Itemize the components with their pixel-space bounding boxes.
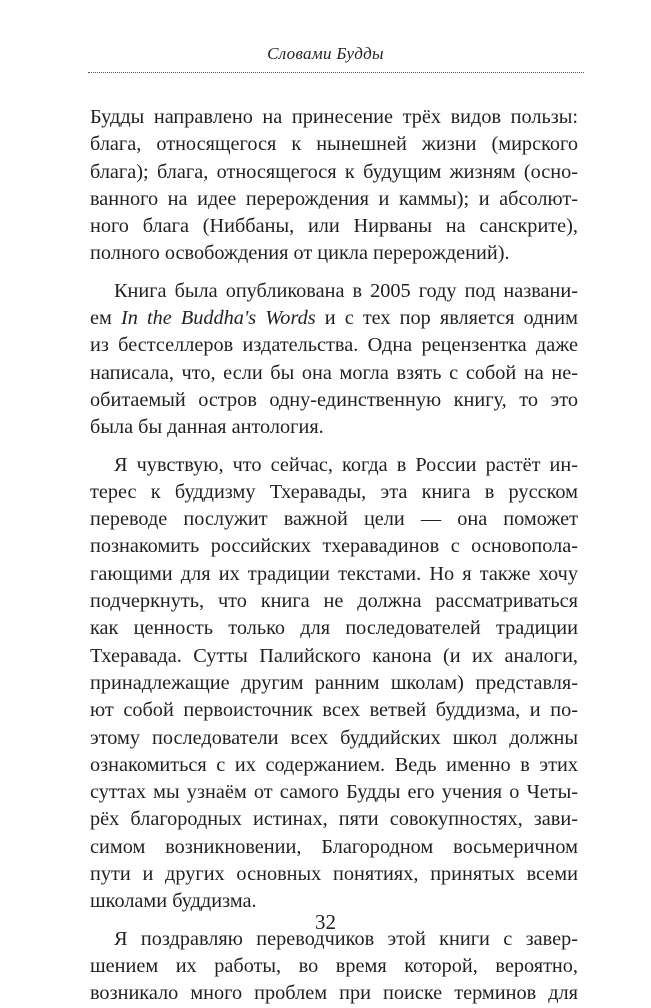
- text-line: принадлежащие другим ранним школам) представля-: [90, 671, 578, 694]
- text-line: Книга была опубликована в 2005 году под названи-: [114, 279, 578, 302]
- text-line: Тхеравада. Сутты Палийского канона (и их аналоги,: [90, 644, 578, 667]
- running-head-title: Словами Будды: [267, 44, 384, 63]
- text-line: обитаемый остров одну-единственную книгу, то это: [90, 388, 578, 411]
- text-line: была бы данная антология.: [90, 416, 324, 439]
- text-line: пути и других основных понятиях, принятых всеми: [90, 863, 578, 886]
- text-line: школами буддизма.: [90, 890, 257, 913]
- text-line: познакомить российских тхеравадинов с основопола-: [90, 535, 578, 558]
- text-line: рёх благородных истинах, пяти совокупностях, зави-: [90, 808, 578, 831]
- text-line: Я поздравляю переводчиков этой книги с завер-: [114, 927, 578, 950]
- text-line: терес к буддизму Тхеравады, эта книга в русском: [90, 480, 578, 503]
- text-line: шением их работы, во время которой, вероятно,: [90, 954, 578, 977]
- text-line: написала, что, если бы она могла взять с собой на не-: [90, 361, 578, 384]
- header-divider: [88, 72, 584, 73]
- text-line: подчеркнуть, что книга не должна рассматриваться: [90, 590, 578, 613]
- text-line: блага, относящегося к нынешней жизни (мирского: [90, 133, 578, 156]
- text-line: ного блага (Ниббаны, или Нирваны на санскрите),: [90, 215, 578, 238]
- paragraph: [90, 278, 578, 442]
- text-line: Будды направлено на принесение трёх видов пользы:: [90, 106, 578, 128]
- text-line: возникало много проблем при поиске терминов для: [90, 982, 578, 1005]
- page-number: 32: [315, 910, 336, 934]
- text-line: [90, 305, 578, 332]
- text-line: этому последователи всех буддийских школ должны: [90, 726, 578, 749]
- text-line: из бестселлеров издательства. Одна рецензентка даже: [90, 334, 578, 357]
- paragraph: [90, 104, 578, 268]
- text-line: переводе послужит важной цели — она поможет: [90, 508, 578, 531]
- paragraph: [90, 926, 578, 1008]
- text-line: блага); блага, относящегося к будущим жизням (осно-: [90, 160, 578, 183]
- text-line: суттах мы узнаём от самого Будды его учения о Четы-: [90, 781, 578, 804]
- text-line: симом возникновении, Благородном восьмеричном: [90, 835, 578, 858]
- text-line: как ценность только для последователей традиции: [90, 617, 578, 640]
- paragraph: [90, 452, 578, 916]
- text-line: Я чувствую, что сейчас, когда в России растёт ин-: [114, 453, 578, 476]
- page-body: [90, 104, 578, 1008]
- text-line: гающими для их традиции текстами. Но я также хочу: [90, 562, 578, 585]
- text-run: ем: [90, 307, 121, 330]
- text-line: ют собой первоисточник всех ветвей буддизма, и по-: [90, 699, 578, 722]
- book-title-italic: In the Buddha's Words: [120, 307, 316, 330]
- text-run: и с тех пор является одним: [315, 307, 578, 330]
- text-line: ванного на идее перерождения и каммы); и абсолют-: [90, 187, 578, 210]
- text-line: полного освобождения от цикла перерождений).: [90, 242, 510, 265]
- text-line: ознакомиться с их содержанием. Ведь именно в этих: [90, 753, 578, 776]
